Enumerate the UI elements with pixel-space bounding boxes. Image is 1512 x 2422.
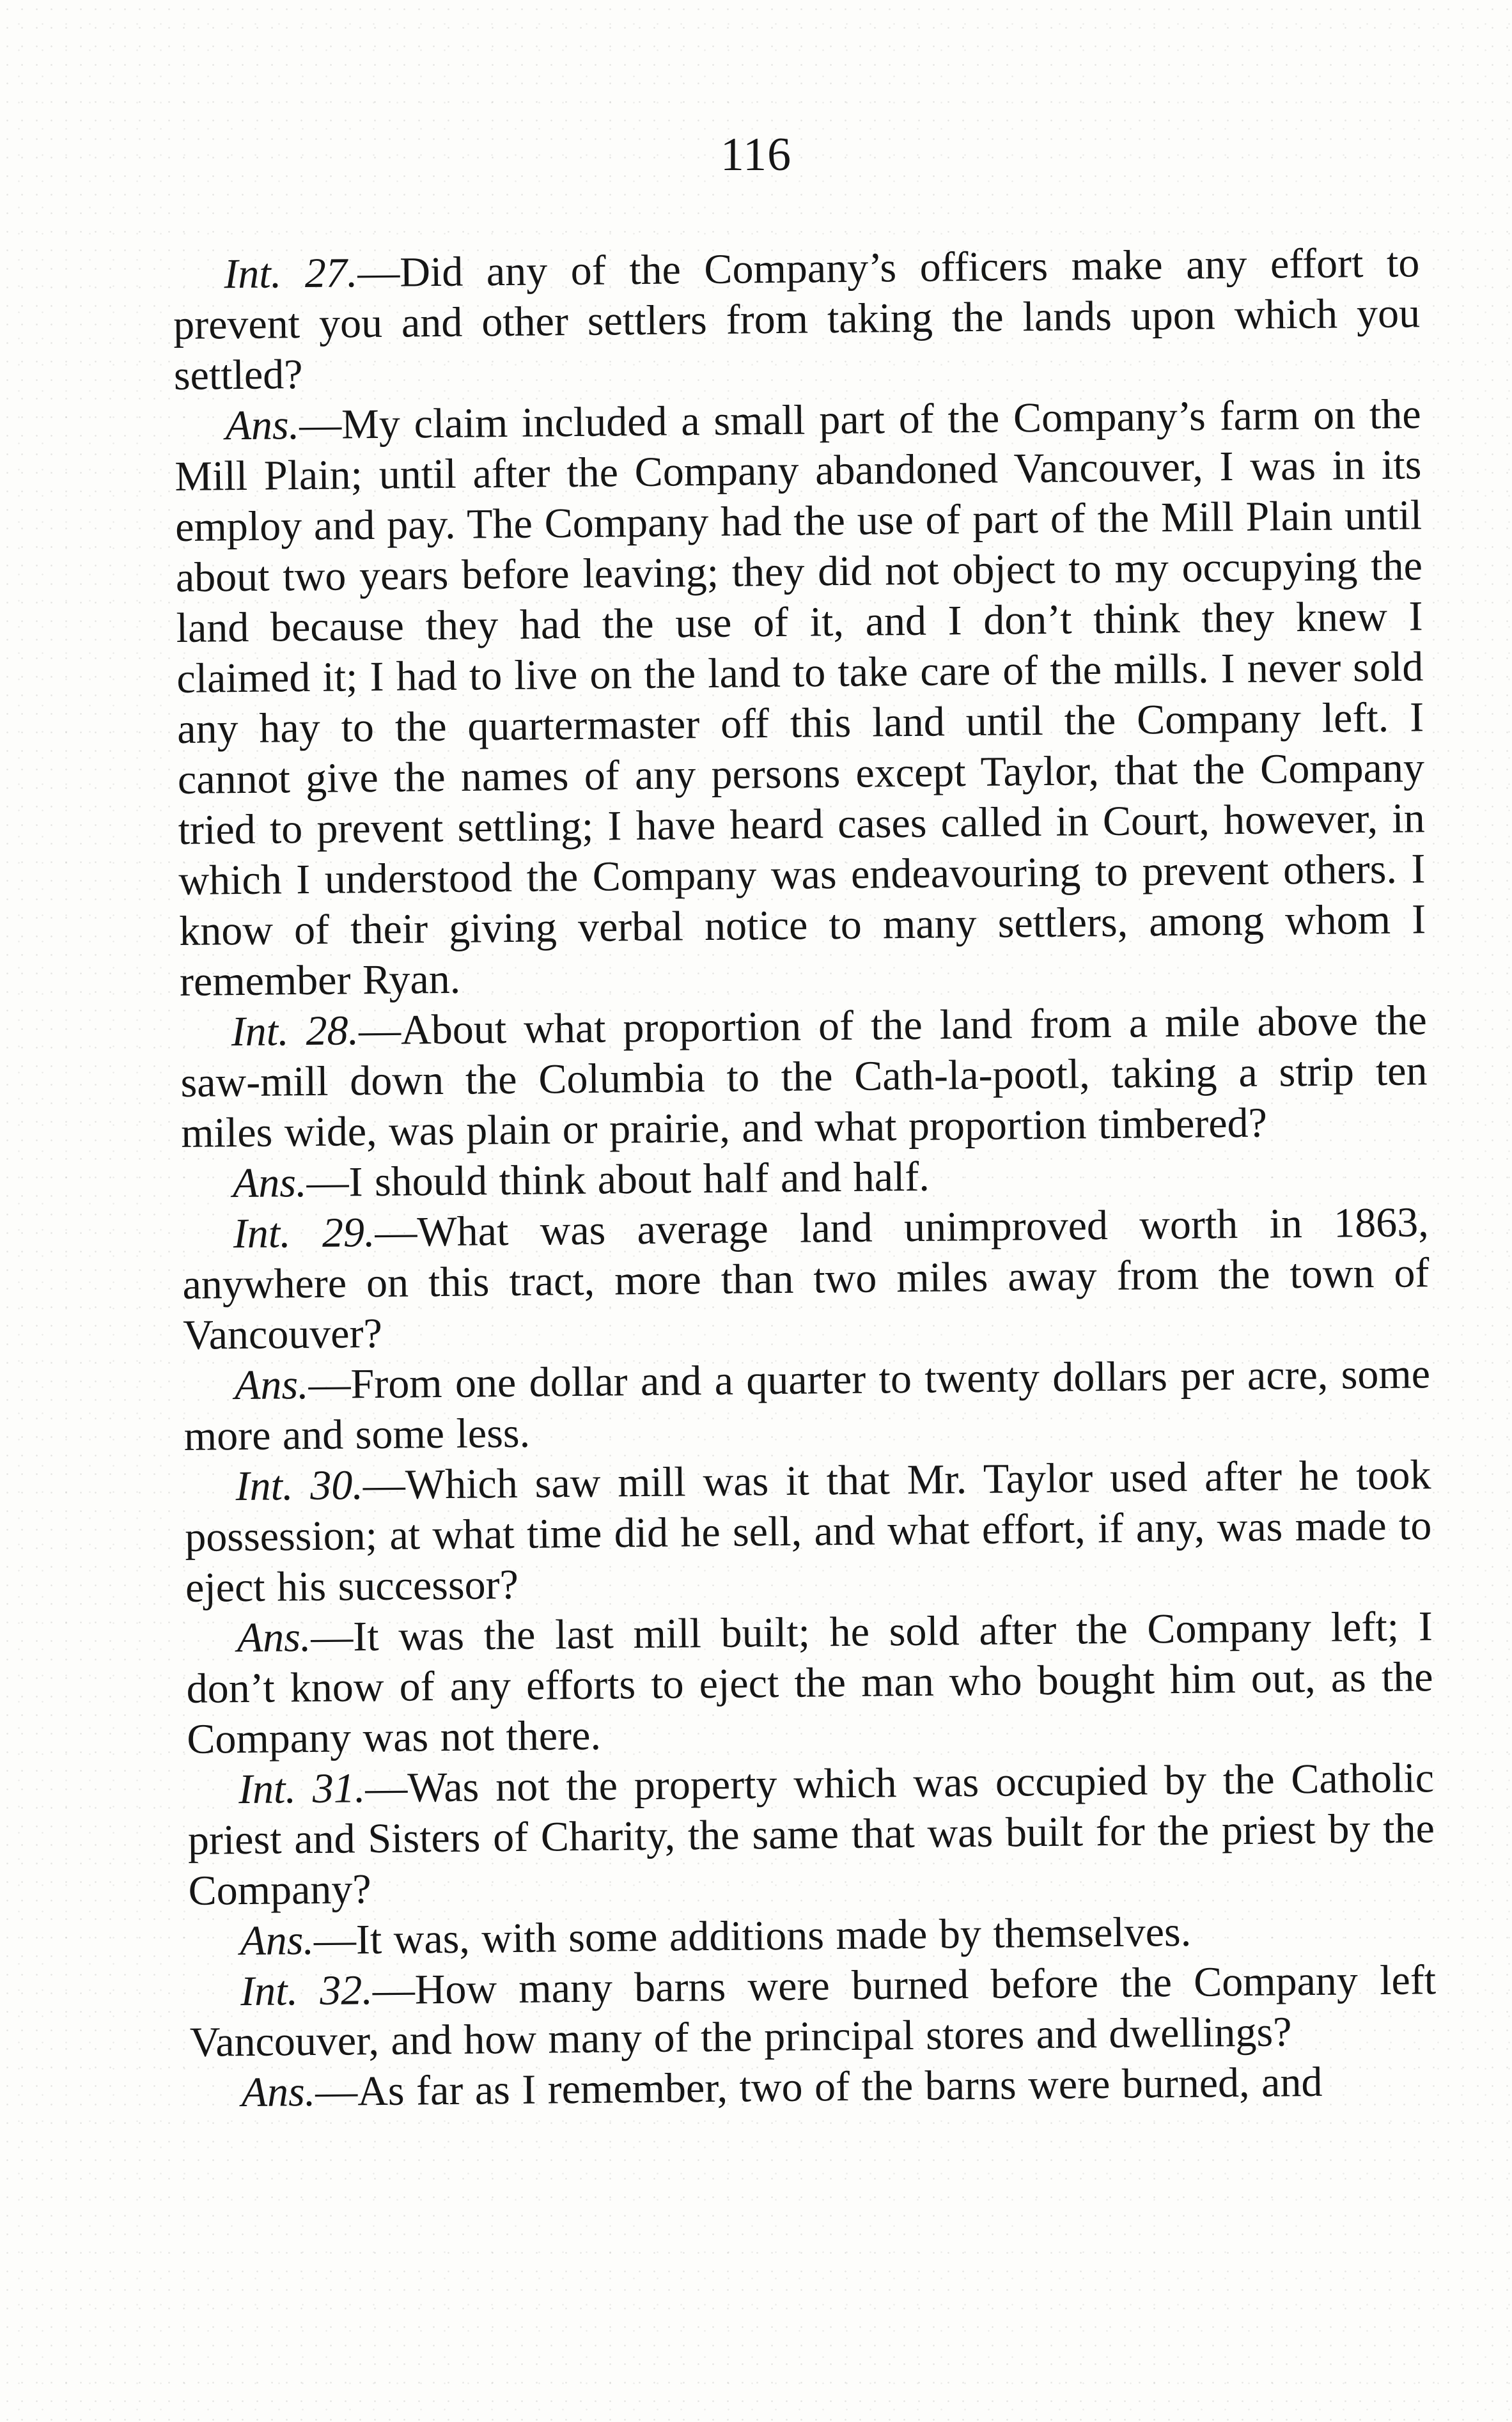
question-31 — [187, 1753, 1435, 1916]
entry-text: —Did any of the Company’s officers make any effort to prevent you and other settlers from taking the lands upon which you settled? — [173, 239, 1421, 399]
answer-30 — [185, 1601, 1433, 1765]
entry-text: —As far as I remember, two of the barns were burned, and — [315, 2058, 1323, 2115]
entry-text: —What was average land unimproved worth in 1863, anywhere on this tract, more than two miles away from the town of Vancouver? — [182, 1199, 1430, 1359]
question-29 — [182, 1197, 1430, 1361]
entry-text: —Was not the property which was occupied by the Catholic priest and Sisters of Charity, the same that was built for the priest by the Company? — [187, 1754, 1435, 1914]
entry-label: Ans. — [232, 1159, 307, 1207]
answer-27 — [174, 389, 1426, 1007]
entry-text: —My claim included a small part of the Company’s farm on the Mill Plain; until after the Company abandoned Vancouver, I was in its employ and pay. The Company had the use of part of the Mill Plain until about two years before leaving; they did not object to my occupying the land because they had the use of it, and I don’t think they knew I claimed it; I had to live on the land to take care of the mills. I never sold any hay to the quartermaster off this land until the Company left. I cannot give the names of any persons except Taylor, that the Company tried to prevent settling; I have heard cases called in Court, however, in which I understood the Company was endeavouring to prevent others. I know of their giving verbal notice to many settlers, among whom I remember Ryan. — [175, 391, 1426, 1005]
entry-label: Int. 28. — [231, 1007, 359, 1056]
entry-label: Int. 29. — [233, 1209, 375, 1258]
question-28 — [180, 995, 1428, 1159]
entry-text: —About what proportion of the land from a mile above the saw-mill down the Columbia to the Cath-la-pootl, taking a strip ten miles wide, was plain or prairie, and what proportion timbered? — [180, 997, 1428, 1157]
testimony-text — [173, 237, 1437, 2118]
entry-label: Ans. — [225, 402, 300, 449]
question-32 — [189, 1955, 1437, 2068]
entry-text: —It was, with some additions made by themselves. — [313, 1908, 1192, 1964]
page-number: 116 — [720, 129, 792, 181]
entry-label: Ans. — [237, 1614, 311, 1662]
entry-label: Int. 30. — [235, 1462, 364, 1510]
question-27 — [173, 237, 1421, 401]
entry-label: Ans. — [241, 2068, 316, 2116]
entry-label: Int. 32. — [240, 1967, 373, 2015]
entry-label: Int. 27. — [224, 249, 358, 298]
entry-text: —I should think about half and half. — [306, 1153, 930, 1207]
entry-text: —It was the last mill built; he sold after the Company left; I don’t know of any efforts to eject the man who bought him out, as the Company was not there. — [186, 1603, 1433, 1763]
entry-text: —Which saw mill was it that Mr. Taylor used after he took possession; at what time did he sell, and what effort, if any, was made to eject his successor? — [184, 1451, 1432, 1611]
entry-text: —How many barns were burned before the Company left Vancouver, and how many of the principal stores and dwellings? — [189, 1957, 1437, 2066]
entry-label: Ans. — [234, 1361, 309, 1409]
entry-label: Ans. — [240, 1917, 315, 1965]
question-30 — [184, 1449, 1432, 1613]
answer-29 — [183, 1348, 1431, 1462]
entry-text: —From one dollar and a quarter to twenty dollars per acre, some more and some less. — [183, 1350, 1431, 1460]
entry-label: Int. 31. — [238, 1765, 366, 1813]
